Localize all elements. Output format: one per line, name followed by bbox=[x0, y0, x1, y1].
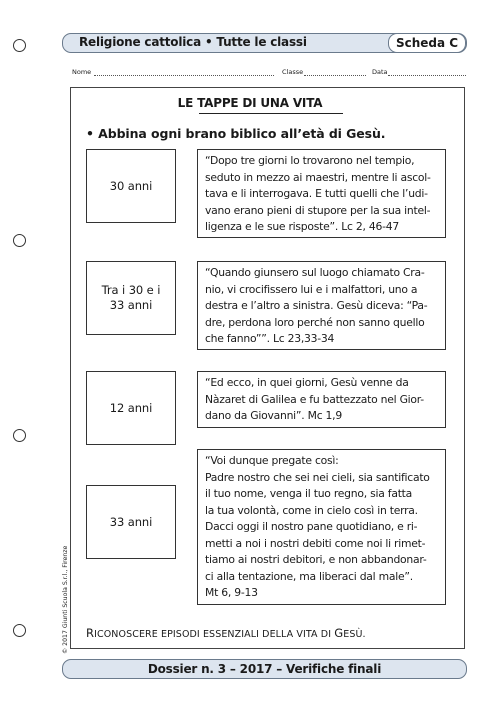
binder-hole-4 bbox=[13, 624, 26, 637]
quote-line: “Dopo tre giorni lo trovarono nel tempio, bbox=[205, 154, 415, 167]
quote-line: tiamo ai nostri debitori, e non abbandonar- bbox=[205, 553, 427, 566]
quote-line: Padre nostro che sei nei cieli, sia santificato bbox=[205, 470, 430, 484]
quote-line: vano erano pieni di stupore per la sua intel- bbox=[205, 203, 431, 217]
age-label: 12 anni bbox=[109, 400, 153, 415]
date-label: Data bbox=[372, 68, 388, 76]
quote-box-mark-1[interactable] bbox=[197, 371, 446, 428]
binder-hole-3 bbox=[13, 429, 26, 442]
age-label: 33 anni bbox=[109, 514, 153, 529]
quote-line: ci alla tentazione, ma liberaci dal male”. bbox=[205, 569, 413, 583]
age-label-line: 33 anni bbox=[109, 298, 153, 312]
quote-line: “Quando giunsero sul luogo chiamato Cra- bbox=[205, 266, 425, 279]
date-field[interactable] bbox=[388, 75, 466, 76]
instruction-text: • Abbina ogni brano biblico all’età di Gesù. bbox=[86, 126, 386, 141]
worksheet-title: LE TAPPE DI UNA VITA bbox=[177, 96, 323, 110]
age-label-line: Tra i 30 e i bbox=[101, 283, 161, 297]
copyright-notice: © 2017 Giunti Scuola S.r.l., Firenze bbox=[62, 545, 69, 654]
age-box-30-33[interactable] bbox=[86, 261, 176, 335]
age-box-33[interactable] bbox=[86, 485, 176, 559]
age-box-30[interactable] bbox=[86, 149, 176, 223]
quote-line: dre, perdona loro perché non sanno quello bbox=[205, 315, 425, 329]
quote-line: “Ed ecco, in quei giorni, Gesù venne da bbox=[205, 376, 409, 389]
quote-line: metti a noi i nostri debiti come noi li rimet- bbox=[205, 536, 426, 550]
quote-box-luke-2[interactable] bbox=[197, 149, 446, 238]
name-label: Nome bbox=[72, 68, 92, 76]
quote-line: seduto in mezzo ai maestri, mentre li ascol- bbox=[205, 170, 431, 184]
footer-banner: Dossier n. 3 – 2017 – Verifiche finali bbox=[62, 659, 467, 679]
scheda-label: Scheda C bbox=[388, 33, 466, 53]
quote-line: tava e li interrogava. E tutti quelli che l’udi- bbox=[205, 187, 428, 200]
quote-line: la tua volontà, come in cielo così in terra. bbox=[205, 503, 418, 517]
learning-goal: RICONOSCERE EPISODI ESSENZIALI DELLA VITA DI GESÙ. bbox=[86, 626, 366, 640]
age-label: 30 anni bbox=[109, 178, 153, 193]
quote-box-matthew-6[interactable] bbox=[197, 449, 446, 605]
quote-box-luke-23[interactable] bbox=[197, 261, 446, 350]
quote-line: nio, vi crocifissero lui e i malfattori, uno a bbox=[205, 282, 418, 296]
binder-hole-2 bbox=[13, 234, 26, 247]
quote-line: che fanno””. Lc 23,33-34 bbox=[205, 332, 335, 345]
class-field[interactable] bbox=[304, 75, 366, 76]
quote-line: ligenza e le sue risposte”. Lc 2, 46-47 bbox=[205, 220, 399, 233]
title-underline bbox=[199, 113, 343, 114]
quote-line: Dacci oggi il nostro pane quotidiano, e ri- bbox=[205, 520, 418, 533]
student-fields-row bbox=[72, 68, 467, 78]
quote-line: “Voi dunque pregate così: bbox=[205, 454, 339, 467]
quote-line: Mt 6, 9-13 bbox=[205, 586, 258, 599]
subject-label: Religione cattolica • Tutte le classi bbox=[79, 35, 307, 49]
header-banner bbox=[62, 33, 467, 53]
quote-line: destra e l’altro a sinistra. Gesù diceva: “Pa- bbox=[205, 299, 428, 312]
binder-hole-1 bbox=[13, 39, 26, 52]
age-box-12[interactable] bbox=[86, 371, 176, 445]
class-label: Classe bbox=[282, 68, 304, 76]
quote-line: il tuo nome, venga il tuo regno, sia fatta bbox=[205, 487, 413, 500]
quote-line: Nàzaret di Galilea e fu battezzato nel Gior- bbox=[205, 392, 424, 406]
quote-line: dano da Giovanni”. Mc 1,9 bbox=[205, 409, 342, 422]
name-field[interactable] bbox=[94, 75, 274, 76]
